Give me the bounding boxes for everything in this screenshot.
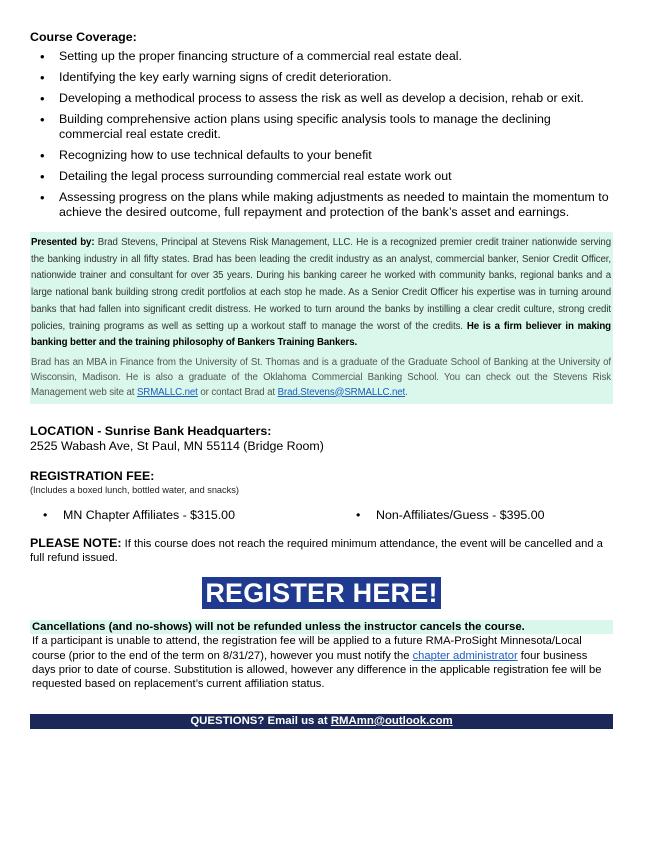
presenter-bio bbox=[31, 235, 611, 352]
questions-label: QUESTIONS? Email us at bbox=[190, 715, 331, 727]
questions-footer bbox=[30, 714, 613, 729]
contact-text: or contact Brad at bbox=[197, 386, 278, 398]
course-coverage-heading: Course Coverage: bbox=[30, 30, 137, 44]
please-note-text: If this course does not reach the required minimum attendance, the event will be cancelled and a full refund issued. bbox=[30, 538, 603, 565]
presenter-education bbox=[31, 356, 611, 400]
presenter-belief: He is a firm believer in making banking better and the training philosophy of Bankers Training Bankers. bbox=[31, 320, 611, 349]
brad-email-link[interactable]: Brad.Stevens@SRMALLC.net bbox=[277, 386, 406, 398]
flyer-page bbox=[30, 30, 613, 692]
questions-email-link[interactable]: RMAmn@outlook.com bbox=[330, 715, 453, 727]
location-heading: LOCATION - Sunrise Bank Headquarters: bbox=[30, 424, 272, 439]
cancellation-text bbox=[30, 634, 613, 691]
location-address: 2525 Wabash Ave, St Paul, MN 55114 (Bridge Room) bbox=[30, 439, 324, 454]
please-note bbox=[30, 536, 613, 565]
registration-note: (Includes a boxed lunch, bottled water, and snacks) bbox=[30, 485, 239, 496]
registration-heading: REGISTRATION FEE: bbox=[30, 469, 155, 484]
education-text: Brad has an MBA in Finance from the University of St. Thomas and is a graduate of the Graduate School of Banking at the University of Wisconsin, Madison. He is also a graduate of the Oklahoma Commercial Banking School. You can check out the Stevens Risk Management web site at bbox=[31, 356, 611, 398]
list-item: • Detailing the legal process surrounding commercial real estate work out bbox=[30, 169, 613, 184]
presenter-box bbox=[30, 232, 613, 404]
location-section bbox=[30, 424, 613, 454]
list-item: • Assessing progress on the plans while making adjustments as needed to maintain the momentum to achieve the desired outcome, full repayment and protection of the bank’s asset and earnings. bbox=[30, 190, 613, 220]
register-wrap bbox=[30, 577, 613, 609]
cancellation-text-before: If a participant is unable to attend, the registration fee will be applied to a future RMA-ProSight Minnesota/Local course (prior to the end of the term on 8/31/27), however you must notify the bbox=[32, 635, 582, 662]
list-item: • Building comprehensive action plans using specific analysis tools to manage the declining commercial real estate credit. bbox=[30, 112, 613, 142]
registration-section bbox=[30, 469, 613, 523]
chapter-administrator-link[interactable]: chapter administrator bbox=[412, 649, 518, 662]
period-text: . bbox=[405, 386, 408, 398]
list-item: • Recognizing how to use technical defaults to your benefit bbox=[30, 148, 613, 163]
please-note-label: PLEASE NOTE: bbox=[30, 536, 122, 551]
cancellation-text-after: four business days prior to date of course. Substitution is allowed, however any difference in the applicable registration fee will be requested based on replacement’s current affiliation status. bbox=[32, 649, 602, 691]
cancellation-heading: Cancellations (and no-shows) will not be refunded unless the instructor cancels the course. bbox=[30, 620, 613, 634]
presenter-bio-text: Brad Stevens, Principal at Stevens Risk Management, LLC. He is a recognized premier credit trainer nationwide serving the banking industry in all fifty states. Brad has been leading the credit industry as an analyst, commercial banker, Senior Credit Officer, nationwide trainer and consultant for over 35 years. During his banking career he worked with community banks, regional banks and a large national bank building strong credit portfolios at each stop he made. As a Senior Credit Officer his expertise was in turning around banks that had fallen into significant credit distress. He worked to turn around the banks by instilling a clear credit culture, strong credit policies, training programs as well as setting up a workout staff to manage the worst of the credits. bbox=[31, 237, 611, 332]
list-item: • Identifying the key early warning signs of credit deterioration. bbox=[30, 70, 613, 85]
list-item: • Setting up the proper financing structure of a commercial real estate deal. bbox=[30, 49, 613, 64]
fee-list bbox=[30, 508, 613, 523]
list-item: • Developing a methodical process to assess the risk as well as develop a decision, rehab or exit. bbox=[30, 91, 613, 106]
fee-affiliates: • MN Chapter Affiliates - $315.00 bbox=[30, 508, 343, 523]
srma-site-link[interactable]: SRMALLC.net bbox=[136, 386, 198, 398]
fee-non-affiliates: • Non-Affiliates/Guess - $395.00 bbox=[343, 508, 545, 523]
course-coverage-list bbox=[30, 49, 613, 220]
register-button[interactable]: REGISTER HERE! bbox=[202, 577, 440, 609]
presented-by-label: Presented by: bbox=[31, 237, 95, 248]
